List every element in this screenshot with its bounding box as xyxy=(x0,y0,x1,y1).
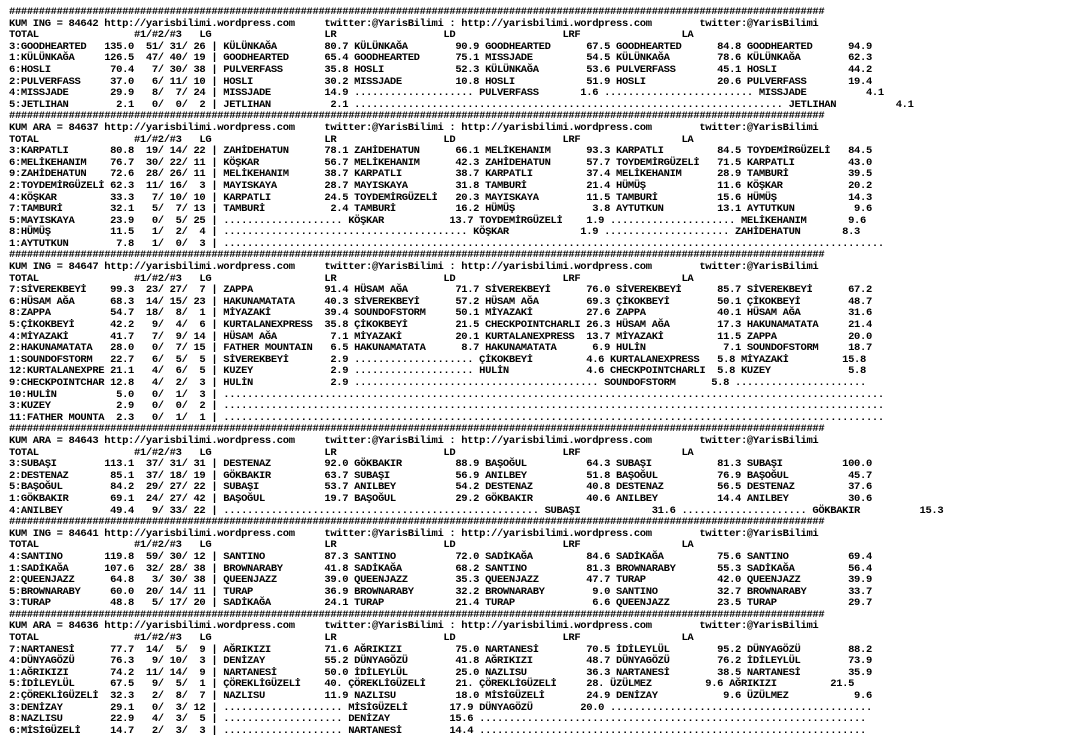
text-line: KUM ING = 84642 http://yarisbilimi.wordpress.com twitter:@YarisBilimi : http://yarisbilimi.wordpress.com twitter:@YarisBilimi xyxy=(9,17,819,30)
text-line: 3:DENİZAY 29.1 0/ 3/ 12 | .................... MİSİGÜZELİ 17.9 DÜNYAGÖZÜ 20.0 ............................................ xyxy=(9,701,872,714)
text-line: TOTAL #1/#2/#3 LG LR LD LRF LA xyxy=(9,539,694,552)
text-line: 5:BROWNARABY 60.0 20/ 14/ 11 | TURAP 36.9 BROWNARABY 32.2 BROWNARABY 9.0 SANTINO 32.7 BROWNARABY 33.7 xyxy=(9,585,872,598)
text-line: 1:GÖKBAKIR 69.1 24/ 27/ 42 | BAŞOĞUL 19.7 BAŞOĞUL 29.2 GÖKBAKIR 40.6 ANILBEY 14.4 ANILBEY 30.6 xyxy=(9,492,872,505)
text-line: 3:GOODHEARTED 135.0 51/ 31/ 26 | KÜLÜNKAĞA 80.7 KÜLÜNKAĞA 90.9 GOODHEARTED 67.5 GOODHEARTED 84.8 GOODHEARTED 94.9 xyxy=(9,40,872,53)
text-line: 7:TAMBURİ 32.1 5/ 7/ 13 | TAMBURİ 2.4 TAMBURİ 16.2 HÜMÜŞ 3.8 AYTUTKUN 13.1 AYTUTKUN 9.6 xyxy=(9,203,872,216)
text-line: 9:ZAHİDEHATUN 72.6 28/ 26/ 11 | MELİKEHANIM 38.7 KARPATLI 38.7 KARPATLI 37.4 MELİKEHANIM 28.9 TAMBURİ 39.5 xyxy=(9,168,872,181)
text-line: 5:İDİLEYLÜL 67.5 9/ 5/ 1 | ÇÖREKLİGÜZELİ 40. ÇÖREKLİGÜZELİ 21. ÇÖREKLİGÜZELİ 28. ÜZÜLMEZ 9.6 AĞRIKIZI 21.5 xyxy=(9,678,855,691)
text-line: 4:SANTINO 119.8 59/ 30/ 12 | SANTINO 87.3 SANTINO 72.0 SADİKAĞA 84.6 SADİKAĞA 75.6 SANTINO 69.4 xyxy=(9,550,872,563)
text-line: 1:AYTUTKUN 7.8 1/ 0/ 3 | ............................................................................................................... xyxy=(9,237,884,250)
text-line: 1:SOUNDOFSTORM 22.7 6/ 5/ 5 | SİVEREKBEYİ 2.9 .................... ÇİKOKBEYİ 4.6 KURTALANEXPRESS 5.8 MİYAZAKİ 15.8 xyxy=(9,353,866,366)
text-line: 2:HAKUNAMATATA 28.0 0/ 7/ 15 | FATHER MOUNTAIN 6.5 HAKUNAMATATA 8.7 HAKUNAMATATA 6.9 HULİN 7.1 SOUNDOFSTORM 18.7 xyxy=(9,342,872,355)
text-line: 6:MELİKEHANIM 76.7 30/ 22/ 11 | KÖŞKAR 56.7 MELİKEHANIM 42.3 ZAHİDEHATUN 57.7 TOYDEMİRGÜZELİ 71.5 KARPATLI 43.0 xyxy=(9,156,872,169)
text-line: 1:KÜLÜNKAĞA 126.5 47/ 40/ 19 | GOODHEARTED 65.4 GOODHEARTED 75.1 MISSJADE 54.5 KÜLÜNKAĞA 78.6 KÜLÜNKAĞA 62.3 xyxy=(9,52,872,65)
text-line: 4:MISSJADE 29.9 8/ 7/ 24 | MISSJADE 14.9 .................... PULVERFASS 1.6 ......................... MISSJADE 4.1 xyxy=(9,87,884,100)
text-line: TOTAL #1/#2/#3 LG LR LD LRF LA xyxy=(9,446,694,459)
text-line: 1:AĞRIKIZI 74.2 11/ 14/ 9 | NARTANESİ 50.0 İDİLEYLÜL 25.0 NAZLISU 36.3 NARTANESİ 38.5 NARTANESİ 35.9 xyxy=(9,666,872,679)
text-line: 4:KÖŞKAR 33.3 7/ 10/ 10 | KARPATLI 24.5 TOYDEMİRGÜZELİ 20.3 MAYISKAYA 11.5 TAMBURİ 15.6 HÜMÜŞ 14.3 xyxy=(9,191,872,204)
text-line: 6:MİSİGÜZELİ 14.7 2/ 3/ 3 | .................... NARTANESİ 14.4 ................................................................. xyxy=(9,724,866,737)
text-line: KUM ARA = 84643 http://yarisbilimi.wordpress.com twitter:@YarisBilimi : http://yarisbilimi.wordpress.com twitter:@YarisBilimi xyxy=(9,434,819,447)
text-line: 5:ÇİKOKBEYİ 42.2 9/ 4/ 6 | KURTALANEXPRESS 35.8 ÇİKOKBEYİ 21.5 CHECKPOINTCHARLI 26.3 HÜSAM AĞA 17.3 HAKUNAMATATA 21.4 xyxy=(9,319,872,332)
text-line: KUM ARA = 84637 http://yarisbilimi.wordpress.com twitter:@YarisBilimi : http://yarisbilimi.wordpress.com twitter:@YarisBilimi xyxy=(9,121,819,134)
text-line: TOTAL #1/#2/#3 LG LR LD LRF LA xyxy=(9,29,694,42)
text-line: 1:SADİKAĞA 107.6 32/ 28/ 38 | BROWNARABY 41.8 SADİKAĞA 68.2 SANTINO 81.3 BROWNARABY 55.3 SADİKAĞA 56.4 xyxy=(9,562,872,575)
text-line: 10:HULİN 5.0 0/ 1/ 3 | ............................................................................................................... xyxy=(9,388,884,401)
text-line: 3:KARPATLI 80.8 19/ 14/ 22 | ZAHİDEHATUN 78.1 ZAHİDEHATUN 66.1 MELİKEHANIM 93.3 KARPATLI 84.5 TOYDEMİRGÜZELİ 84.5 xyxy=(9,145,872,158)
text-line: 5:JETLIHAN 2.1 0/ 0/ 2 | JETLIHAN 2.1 ........................................................................ JETLIHAN 4.1 xyxy=(9,98,914,111)
text-line: 9:CHECKPOINTCHAR 12.8 4/ 2/ 3 | HULİN 2.9 ......................................... SOUNDOFSTORM 5.8 ...................... xyxy=(9,377,866,389)
text-line: 3:TURAP 48.8 5/ 17/ 20 | SADİKAĞA 24.1 TURAP 21.4 TURAP 6.6 QUEENJAZZ 23.5 TURAP 29.7 xyxy=(9,597,872,610)
text-line: 3:KUZEY 2.9 0/ 0/ 2 | ............................................................................................................... xyxy=(9,400,884,413)
text-line: KUM ING = 84647 http://yarisbilimi.wordpress.com twitter:@YarisBilimi : http://yarisbilimi.wordpress.com twitter:@YarisBilimi xyxy=(9,261,819,274)
text-line: TOTAL #1/#2/#3 LG LR LD LRF LA xyxy=(9,133,694,146)
text-line: 8:ZAPPA 54.7 18/ 8/ 1 | MİYAZAKİ 39.4 SOUNDOFSTORM 50.1 MİYAZAKİ 27.6 ZAPPA 40.1 HÜSAM AĞA 31.6 xyxy=(9,307,872,320)
text-line: KUM ARA = 84636 http://yarisbilimi.wordpress.com twitter:@YarisBilimi : http://yarisbilimi.wordpress.com twitter:@YarisBilimi xyxy=(9,620,819,633)
text-line: TOTAL #1/#2/#3 LG LR LD LRF LA xyxy=(9,272,694,285)
text-line: 2:TOYDEMİRGÜZELİ 62.3 11/ 16/ 3 | MAYISKAYA 28.7 MAYISKAYA 31.8 TAMBURİ 21.4 HÜMÜŞ 11.6 KÖŞKAR 20.2 xyxy=(9,179,872,192)
text-line: ######################################################################################################################################### xyxy=(9,423,825,436)
text-line: 7:NARTANESİ 77.7 14/ 5/ 9 | AĞRIKIZI 71.6 AĞRIKIZI 75.0 NARTANESİ 70.5 İDİLEYLÜL 95.2 DÜNYAGÖZÜ 88.2 xyxy=(9,643,872,656)
text-line: 6:HÜSAM AĞA 68.3 14/ 15/ 23 | HAKUNAMATATA 40.3 SİVEREKBEYİ 57.2 HÜSAM AĞA 69.3 ÇİKOKBEYİ 50.1 ÇİKOKBEYİ 48.7 xyxy=(9,295,872,308)
text-line: 5:BAŞOĞUL 84.2 29/ 27/ 22 | SUBAŞI 53.7 ANILBEY 54.2 DESTENAZ 40.8 DESTENAZ 56.5 DESTENAZ 37.6 xyxy=(9,481,872,494)
text-line: KUM ING = 84641 http://yarisbilimi.wordpress.com twitter:@YarisBilimi : http://yarisbilimi.wordpress.com twitter:@YarisBilimi xyxy=(9,527,819,540)
text-line: 11:FATHER MOUNTA 2.3 0/ 1/ 1 | ............................................................................................................... xyxy=(9,411,884,424)
text-line: 2:QUEENJAZZ 64.8 3/ 30/ 38 | QUEENJAZZ 39.0 QUEENJAZZ 35.3 QUEENJAZZ 47.7 TURAP 42.0 QUEENJAZZ 39.9 xyxy=(9,574,872,587)
text-line: 4:DÜNYAGÖZÜ 76.3 9/ 10/ 3 | DENİZAY 55.2 DÜNYAGÖZÜ 41.8 AĞRIKIZI 48.7 DÜNYAGÖZÜ 76.2 İDİLEYLÜL 73.9 xyxy=(9,655,872,668)
text-line: 2:ÇÖREKLİGÜZELİ 32.3 2/ 8/ 7 | NAZLISU 11.9 NAZLISU 18.0 MİSİGÜZELİ 24.9 DENİZAY 9.6 ÜZÜLMEZ 9.6 xyxy=(9,690,872,703)
text-line: ######################################################################################################################################### xyxy=(9,249,825,262)
text-line: 4:ANILBEY 49.4 9/ 33/ 22 | ..................................................... SUBAŞI 31.6 ..................... GÖKBAKIR 15.3 xyxy=(9,504,944,517)
text-line: 5:MAYISKAYA 23.9 0/ 5/ 25 | .................... KÖŞKAR 13.7 TOYDEMİRGÜZELİ 1.9 ..................... MELİKEHANIM 9.6 xyxy=(9,214,866,227)
text-line: TOTAL #1/#2/#3 LG LR LD LRF LA xyxy=(9,632,694,645)
text-line: 6:HOSLI 70.4 7/ 30/ 38 | PULVERFASS 35.8 HOSLI 52.3 KÜLÜNKAĞA 53.6 PULVERFASS 45.1 HOSLI 44.2 xyxy=(9,63,872,76)
text-line: 2:PULVERFASS 37.0 6/ 11/ 10 | HOSLI 30.2 MISSJADE 10.8 HOSLI 51.9 HOSLI 20.6 PULVERFASS 19.4 xyxy=(9,75,872,88)
text-line: 4:MİYAZAKİ 41.7 7/ 9/ 14 | HÜSAM AĞA 7.1 MİYAZAKİ 20.1 KURTALANEXPRESS 13.7 MİYAZAKİ 11.5 ZAPPA 20.0 xyxy=(9,330,872,343)
text-line: ######################################################################################################################################### xyxy=(9,608,825,621)
text-line: 2:DESTENAZ 85.1 37/ 18/ 19 | GÖKBAKIR 63.7 SUBAŞI 56.9 ANILBEY 51.8 BAŞOĞUL 76.9 BAŞOĞUL 45.7 xyxy=(9,469,872,482)
text-line: ######################################################################################################################################### xyxy=(9,6,825,18)
race-stats-sheet xyxy=(9,7,1077,737)
text-line: 3:SUBAŞI 113.1 37/ 31/ 31 | DESTENAZ 92.0 GÖKBAKIR 88.9 BAŞOĞUL 64.3 SUBAŞI 81.3 SUBAŞI 100.0 xyxy=(9,458,872,471)
text-line: 7:SİVEREKBEYİ 99.3 23/ 27/ 7 | ZAPPA 91.4 HÜSAM AĞA 71.7 SİVEREKBEYİ 76.0 SİVEREKBEYİ 85.7 SİVEREKBEYİ 67.2 xyxy=(9,284,872,297)
text-line: 8:NAZLISU 22.9 4/ 3/ 5 | .................... DENİZAY 15.6 ................................................................. xyxy=(9,713,866,726)
text-line: ######################################################################################################################################### xyxy=(9,110,825,123)
text-line: 8:HÜMÜŞ 11.5 1/ 2/ 4 | ......................................... KÖŞKAR 1.9 ..................... ZAHİDEHATUN 8.3 xyxy=(9,226,860,239)
text-line: 12:KURTALANEXPRE 21.1 4/ 6/ 5 | KUZEY 2.9 .................... HULİN 4.6 CHECKPOINTCHARLI 5.8 KUZEY 5.8 xyxy=(9,365,866,378)
text-line: ######################################################################################################################################### xyxy=(9,516,825,529)
